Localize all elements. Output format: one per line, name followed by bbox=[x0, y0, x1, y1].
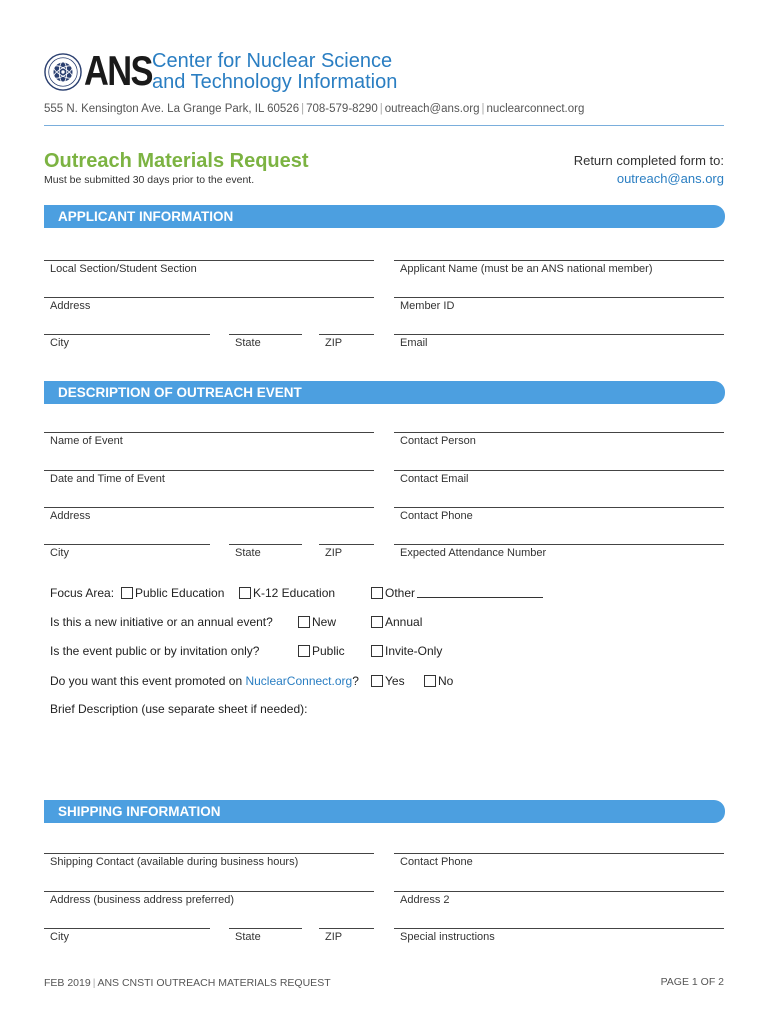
form-subtitle: Must be submitted 30 days prior to the event. bbox=[44, 174, 255, 186]
promoted-question-suffix: ? bbox=[352, 674, 359, 688]
applicant-zip-field[interactable] bbox=[319, 334, 374, 350]
form-title: Outreach Materials Request bbox=[44, 150, 309, 172]
public-label: Public bbox=[312, 644, 345, 658]
focus-k12-education-option[interactable] bbox=[239, 586, 335, 600]
event-contact-email-field[interactable] bbox=[394, 470, 724, 486]
promoted-yes-label: Yes bbox=[385, 674, 405, 688]
promoted-yes-option[interactable] bbox=[371, 674, 405, 688]
focus-public-education-checkbox[interactable] bbox=[121, 587, 133, 599]
applicant-email-label: Email bbox=[400, 337, 428, 349]
focus-other-input[interactable] bbox=[417, 588, 543, 598]
applicant-name-label: Applicant Name (must be an ANS national member) bbox=[400, 263, 653, 275]
event-city-field[interactable] bbox=[44, 544, 210, 560]
promoted-question bbox=[50, 674, 359, 688]
shipping-state-label: State bbox=[235, 931, 261, 943]
event-zip-field[interactable] bbox=[319, 544, 374, 560]
event-name-field[interactable] bbox=[44, 432, 374, 448]
public-question: Is the event public or by invitation only? bbox=[50, 644, 260, 658]
event-address-label: Address bbox=[50, 510, 91, 522]
event-address-field[interactable] bbox=[44, 507, 374, 523]
shipping-zip-label: ZIP bbox=[325, 931, 343, 943]
org-phone: 708-579-8290 bbox=[306, 103, 378, 115]
focus-public-education-option[interactable] bbox=[121, 586, 224, 600]
focus-other-option[interactable] bbox=[371, 586, 543, 600]
center-name bbox=[152, 51, 397, 93]
applicant-city-label: City bbox=[50, 337, 69, 349]
special-instructions-label: Special instructions bbox=[400, 931, 495, 943]
invite-only-option[interactable] bbox=[371, 644, 442, 658]
brief-description-area[interactable] bbox=[44, 720, 725, 790]
initiative-question: Is this a new initiative or an annual event? bbox=[50, 615, 273, 629]
shipping-address-field[interactable] bbox=[44, 891, 374, 907]
nuclearconnect-link[interactable]: NuclearConnect.org bbox=[245, 674, 353, 688]
focus-public-education-label: Public Education bbox=[135, 586, 225, 600]
invite-only-label: Invite-Only bbox=[385, 644, 443, 658]
shipping-address2-field[interactable] bbox=[394, 891, 724, 907]
ans-seal-icon bbox=[44, 53, 82, 91]
shipping-contact-field[interactable] bbox=[44, 853, 374, 869]
applicant-state-field[interactable] bbox=[229, 334, 302, 350]
member-id-label: Member ID bbox=[400, 300, 455, 312]
footer-doc-name: ANS CNSTI OUTREACH MATERIALS REQUEST bbox=[97, 977, 331, 989]
contact-person-field[interactable] bbox=[394, 432, 724, 448]
center-name-line1: Center for Nuclear Science bbox=[152, 50, 393, 72]
org-address: 555 N. Kensington Ave. La Grange Park, IL 60526 bbox=[44, 103, 300, 115]
promoted-no-checkbox[interactable] bbox=[424, 675, 436, 687]
local-section-label: Local Section/Student Section bbox=[50, 263, 197, 275]
initiative-annual-label: Annual bbox=[385, 615, 423, 629]
initiative-new-label: New bbox=[312, 615, 337, 629]
event-date-label: Date and Time of Event bbox=[50, 473, 165, 485]
footer-date: FEB 2019 bbox=[44, 977, 91, 989]
event-zip-label: ZIP bbox=[325, 547, 343, 559]
event-contact-email-label: Contact Email bbox=[400, 473, 469, 485]
public-checkbox[interactable] bbox=[298, 645, 310, 657]
section-applicant-information: APPLICANT INFORMATION bbox=[44, 205, 725, 228]
header-divider bbox=[44, 125, 724, 126]
attendance-field[interactable] bbox=[394, 544, 724, 560]
initiative-new-option[interactable] bbox=[298, 615, 336, 629]
org-email[interactable]: outreach@ans.org bbox=[384, 103, 480, 115]
section-shipping-information: SHIPPING INFORMATION bbox=[44, 800, 725, 823]
invite-only-checkbox[interactable] bbox=[371, 645, 383, 657]
promoted-no-label: No bbox=[438, 674, 454, 688]
shipping-contact-label: Shipping Contact (available during business hours) bbox=[50, 856, 299, 868]
shipping-address2-label: Address 2 bbox=[400, 894, 450, 906]
applicant-state-label: State bbox=[235, 337, 261, 349]
ans-logo bbox=[44, 47, 152, 94]
focus-other-label: Other bbox=[385, 586, 416, 600]
focus-k12-education-label: K-12 Education bbox=[253, 586, 336, 600]
return-email-link[interactable]: outreach@ans.org bbox=[616, 171, 724, 186]
applicant-address-label: Address bbox=[50, 300, 91, 312]
event-name-label: Name of Event bbox=[50, 435, 123, 447]
ans-logo-text: ANS bbox=[84, 47, 152, 94]
promoted-question-prefix: Do you want this event promoted on bbox=[50, 674, 246, 688]
brief-description-label: Brief Description (use separate sheet if needed): bbox=[50, 702, 308, 716]
applicant-name-field[interactable] bbox=[394, 260, 724, 276]
event-state-label: State bbox=[235, 547, 261, 559]
event-contact-phone-field[interactable] bbox=[394, 507, 724, 523]
member-id-field[interactable] bbox=[394, 297, 724, 313]
shipping-address-label: Address (business address preferred) bbox=[50, 894, 235, 906]
footer-doc-info: FEB 2019 | ANS CNSTI OUTREACH MATERIALS REQUEST bbox=[44, 977, 331, 989]
focus-other-checkbox[interactable] bbox=[371, 587, 383, 599]
applicant-city-field[interactable] bbox=[44, 334, 210, 350]
center-name-line2: and Technology Information bbox=[152, 71, 398, 93]
initiative-annual-option[interactable] bbox=[371, 615, 422, 629]
shipping-city-field[interactable] bbox=[44, 928, 210, 944]
initiative-new-checkbox[interactable] bbox=[298, 616, 310, 628]
section-outreach-event: DESCRIPTION OF OUTREACH EVENT bbox=[44, 381, 725, 404]
event-city-label: City bbox=[50, 547, 69, 559]
contact-person-label: Contact Person bbox=[400, 435, 476, 447]
contact-line: 555 N. Kensington Ave. La Grange Park, IL 60526 | 708-579-8290 | outreach@ans.org | nuclearconnect.org bbox=[44, 103, 585, 115]
special-instructions-field[interactable] bbox=[394, 928, 724, 944]
promoted-yes-checkbox[interactable] bbox=[371, 675, 383, 687]
page-number: PAGE 1 OF 2 bbox=[660, 976, 724, 988]
event-contact-phone-label: Contact Phone bbox=[400, 510, 473, 522]
org-website[interactable]: nuclearconnect.org bbox=[486, 103, 585, 115]
public-option[interactable] bbox=[298, 644, 345, 658]
event-date-field[interactable] bbox=[44, 470, 374, 486]
shipping-zip-field[interactable] bbox=[319, 928, 374, 944]
focus-area-label: Focus Area: bbox=[50, 586, 115, 600]
focus-k12-education-checkbox[interactable] bbox=[239, 587, 251, 599]
shipping-city-label: City bbox=[50, 931, 69, 943]
attendance-label: Expected Attendance Number bbox=[400, 547, 547, 559]
applicant-address-field[interactable] bbox=[44, 297, 374, 313]
applicant-email-field[interactable] bbox=[394, 334, 724, 350]
promoted-no-option[interactable] bbox=[424, 674, 453, 688]
shipping-state-field[interactable] bbox=[229, 928, 302, 944]
return-label: Return completed form to: bbox=[573, 153, 724, 168]
applicant-zip-label: ZIP bbox=[325, 337, 343, 349]
local-section-field[interactable] bbox=[44, 260, 374, 276]
shipping-phone-label: Contact Phone bbox=[400, 856, 473, 868]
event-state-field[interactable] bbox=[229, 544, 302, 560]
shipping-phone-field[interactable] bbox=[394, 853, 724, 869]
initiative-annual-checkbox[interactable] bbox=[371, 616, 383, 628]
